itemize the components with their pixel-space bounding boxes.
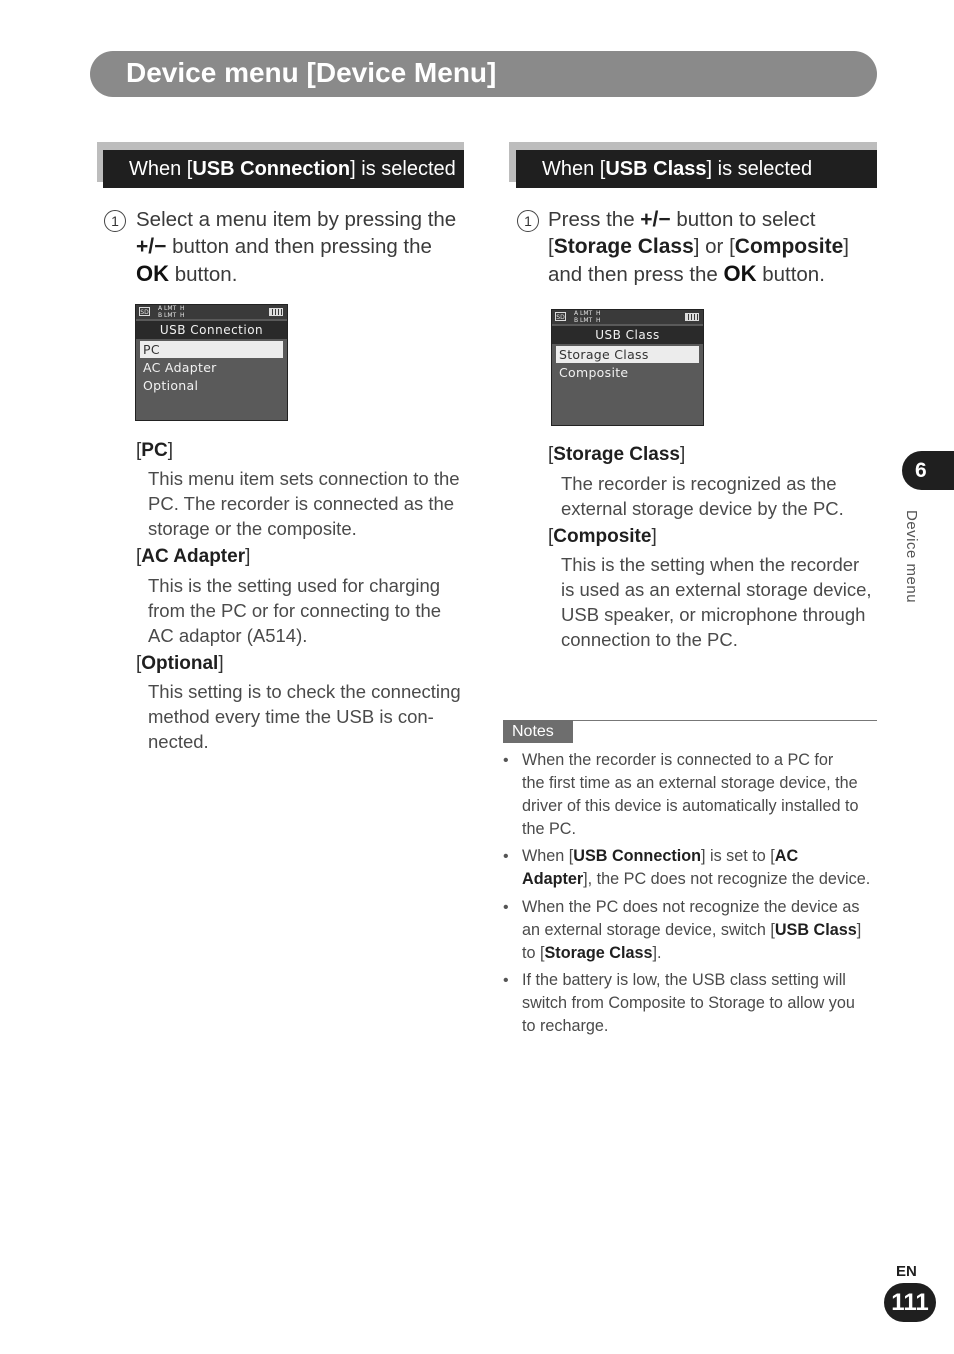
note-2: When [USB Connection] is set to [AC Adapter], the PC does not recognize the device. [522,847,871,888]
note-bullet: • [503,752,509,769]
lcd-menu-title: USB Class [552,326,703,344]
notes-label: Notes [503,720,573,743]
chapter-tab: 6 [902,451,954,490]
lcd-item-storage-class: Storage Class [556,346,699,363]
note-bullet: • [503,848,509,865]
sd-card-icon: SD [556,314,565,321]
def-desc-pc: This menu item sets connection to the PC. The recorder is connected as the storage or the composite. [148,468,460,539]
note-1: When the recorder is connected to a PC for the first time as an external storage device, the driver of this device is automatically installed to the PC. [522,751,859,838]
lcd-item-ac-adapter: AC Adapter [143,360,217,375]
battery-icon [685,313,699,321]
language-label: EN [896,1263,917,1280]
def-term-storage-class: [Storage Class] [548,444,686,465]
def-term-ac-adapter: [AC Adapter] [136,546,251,567]
lcd-menu-title: USB Connection [136,321,287,339]
lcd-item-pc: PC [140,341,283,358]
limit-indicator: A LMT H B LMT H [158,305,185,319]
def-term-optional: [Optional] [136,653,224,674]
left-step-number: 1 [104,210,126,232]
left-section-header: When [USB Connection] is selected [103,150,464,188]
def-term-pc: [PC] [136,440,173,461]
def-desc-optional: This setting is to check the connecting method every time the USB is con- nected. [148,681,461,752]
def-term-composite: [Composite] [548,526,657,547]
left-step-text: Select a menu item by pressing the +/− button and then pressing the OK button. [136,208,457,286]
lcd-item-optional: Optional [143,378,199,393]
limit-indicator: A LMT H B LMT H [574,310,601,324]
chapter-label: Device menu [903,510,920,604]
note-bullet: • [503,972,509,989]
lcd-usb-class [551,309,704,426]
lcd-status-bar [136,305,287,319]
def-desc-composite: This is the setting when the recorder is used as an external storage device, USB speaker, or microphone through connection to the PC. [561,554,872,650]
page-title: Device menu [Device Menu] [126,57,497,88]
page-number: 111 [884,1283,936,1322]
note-4: If the battery is low, the USB class setting will switch from Composite to Storage to allow you to recharge. [522,971,855,1035]
right-step-text: Press the +/− button to select [Storage Class] or [Composite] and then press the OK button. [548,208,849,286]
def-desc-storage-class: The recorder is recognized as the external storage device by the PC. [561,473,844,519]
note-3: When the PC does not recognize the device as an external storage device, switch [USB Class] to [Storage Class]. [522,898,862,962]
right-step-number: 1 [517,210,539,232]
lcd-status-bar [552,310,703,324]
note-bullet: • [503,899,509,916]
lcd-item-composite: Composite [559,365,629,380]
right-section-header: When [USB Class] is selected [516,150,877,188]
sd-card-icon: SD [140,309,149,316]
lcd-usb-connection [135,304,288,421]
def-desc-ac-adapter: This is the setting used for charging from the PC or for connecting to the AC adaptor (A514). [148,575,442,646]
battery-icon [269,308,283,316]
